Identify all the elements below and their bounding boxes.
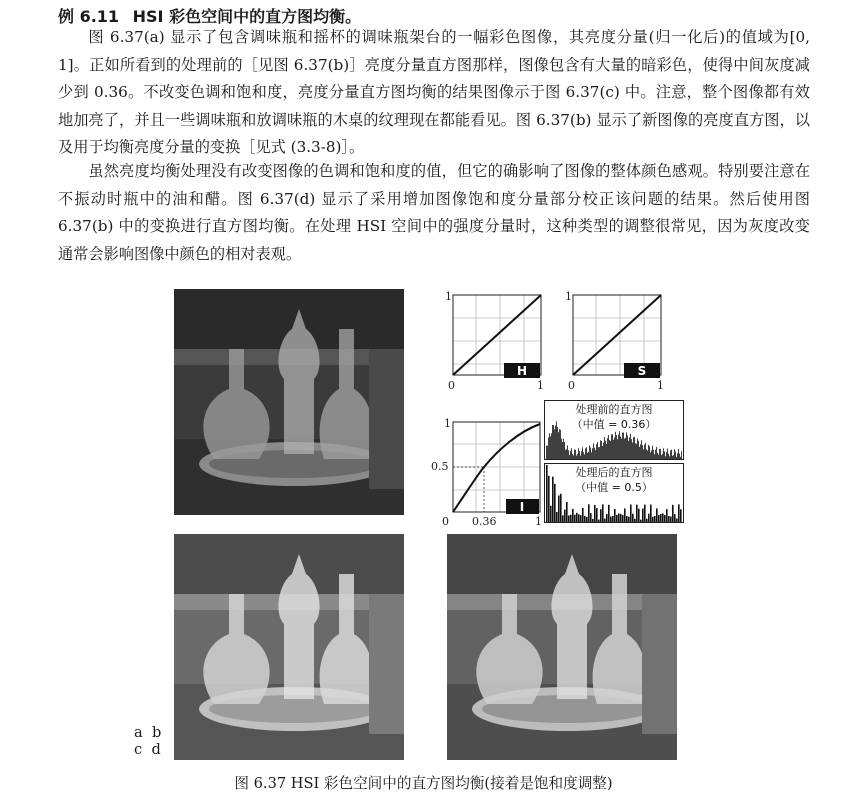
histogram-bin <box>652 446 653 459</box>
transform-plot-intensity <box>428 412 546 530</box>
histogram-bin <box>560 430 561 459</box>
histogram-bin <box>631 439 632 459</box>
histogram-bin <box>642 509 644 522</box>
histogram-bin <box>650 452 651 459</box>
histogram-bin <box>670 451 671 459</box>
histogram-bin <box>680 457 681 459</box>
histogram-bin <box>622 433 623 459</box>
histogram-bin <box>628 441 629 459</box>
histogram-bin <box>649 446 650 459</box>
histogram-bin <box>614 437 615 459</box>
histogram-bin <box>678 504 680 522</box>
histogram-bin <box>647 450 648 459</box>
histogram-bin <box>639 447 640 459</box>
histogram-after-median: （中值 = 0.5） <box>575 481 653 494</box>
histogram-bin <box>604 519 606 522</box>
histogram-bin <box>560 494 562 522</box>
histogram-bin <box>611 434 612 459</box>
histogram-bin <box>610 517 612 522</box>
histogram-bin <box>566 449 567 459</box>
histogram-bin <box>570 451 571 459</box>
histogram-bin <box>656 508 658 522</box>
histogram-bin <box>675 451 676 459</box>
histogram-bin <box>596 444 597 459</box>
histogram-bin <box>654 454 655 459</box>
histogram-bin <box>650 505 652 522</box>
histogram-bin <box>558 496 560 522</box>
histogram-bin <box>584 516 586 522</box>
panel-letters <box>134 724 161 758</box>
histogram-bin <box>567 445 568 459</box>
histogram-bin <box>572 509 574 522</box>
histogram-bin <box>551 433 552 459</box>
histogram-bin <box>590 447 591 459</box>
histogram-bin <box>602 504 604 522</box>
histogram-bin <box>582 447 583 459</box>
histogram-bin <box>554 429 555 459</box>
histogram-bin <box>622 515 624 522</box>
histogram-bin <box>595 450 596 459</box>
histogram-bin <box>662 454 663 459</box>
histogram-bin <box>599 447 600 459</box>
photo-a-original <box>174 289 404 515</box>
histogram-bin <box>658 515 660 522</box>
histogram-bin <box>625 438 626 459</box>
histogram-bin <box>550 506 552 522</box>
histogram-bin <box>674 514 676 522</box>
histogram-bin <box>548 476 550 522</box>
histogram-bin <box>634 437 635 459</box>
histogram-bin <box>550 436 551 459</box>
histogram-bin <box>666 452 667 459</box>
histogram-bin <box>638 509 640 522</box>
panel-letters-row-1: a b <box>134 724 162 741</box>
histogram-before <box>544 400 684 460</box>
transform-plot-hue <box>436 288 546 392</box>
histogram-bin <box>546 446 547 459</box>
histogram-bin <box>585 448 586 459</box>
photo-d-saturation-adjusted <box>447 534 677 760</box>
histogram-bin <box>661 455 662 459</box>
histogram-bin <box>616 435 617 459</box>
histogram-bin <box>664 451 665 459</box>
histogram-bin <box>676 519 678 522</box>
histogram-bin <box>636 505 638 522</box>
histogram-bin <box>556 512 558 522</box>
histogram-bin <box>610 441 611 459</box>
histogram-bin <box>680 509 682 522</box>
histogram-bin <box>589 446 590 459</box>
histogram-bin <box>587 453 588 459</box>
histogram-bin <box>586 447 587 459</box>
histogram-bin <box>660 514 662 522</box>
histogram-bin <box>665 456 666 459</box>
histogram-bin <box>640 444 641 459</box>
histogram-bin <box>583 452 584 459</box>
intensity-x-max: 1 <box>535 515 542 528</box>
histogram-bin <box>654 516 656 522</box>
histogram-bin <box>592 519 594 522</box>
histogram-bin <box>549 433 550 459</box>
histogram-bin <box>660 449 661 459</box>
histogram-bin <box>656 447 657 459</box>
histogram-bin <box>653 450 654 459</box>
histogram-bin <box>606 444 607 459</box>
intensity-x-mid: 0.36 <box>472 515 497 528</box>
histogram-bin <box>626 432 627 459</box>
hue-y-max: 1 <box>445 290 452 303</box>
histogram-bin <box>640 520 642 522</box>
histogram-bin <box>586 517 588 522</box>
histogram-bin <box>678 449 679 459</box>
histogram-bin <box>581 451 582 459</box>
paragraph-2: 虽然亮度均衡处理没有改变图像的色调和饱和度的值，但它的确影响了图像的整体颜色感观。特别要注意在不振动时瓶中的油和醋。图 6.37(d) 显示了采用增加图像饱和度分量部分校正该问题的结果。然后使用图 6.37(b) 中的变换进行直方图均衡。在处理 HSI 空间中的强度分量时，这种类型的调整很常见，因为灰度改变通常会影响图像中颜色的相对表观。 <box>58 162 810 263</box>
histogram-bin <box>642 445 643 459</box>
histogram-bin <box>638 441 639 459</box>
histogram-bin <box>681 451 682 459</box>
histogram-bin <box>605 441 606 459</box>
histogram-bin <box>562 442 563 459</box>
histogram-bin <box>620 437 621 459</box>
saturation-x-min: 0 <box>568 379 575 392</box>
hue-x-max: 1 <box>537 379 544 392</box>
histogram-bin <box>648 514 650 522</box>
histogram-bin <box>608 505 610 522</box>
histogram-bin <box>646 519 648 522</box>
histogram-bin <box>676 457 677 459</box>
histogram-bin <box>547 446 548 459</box>
intensity-transform-curve <box>453 424 540 512</box>
histogram-bin <box>614 509 616 522</box>
histogram-after <box>544 463 684 523</box>
histogram-bin <box>575 450 576 459</box>
histogram-bin <box>590 513 592 522</box>
histogram-bin <box>669 456 670 459</box>
histogram-bin <box>588 452 589 459</box>
histogram-bin <box>635 443 636 459</box>
histogram-bin <box>571 448 572 459</box>
histogram-bin <box>623 432 624 459</box>
histogram-bin <box>652 517 654 522</box>
example-title: HSI 彩色空间中的直方图均衡。 <box>132 7 362 26</box>
histogram-bin <box>594 505 596 522</box>
histogram-bin <box>596 508 598 522</box>
histogram-bin <box>616 515 618 522</box>
histogram-bin <box>644 445 645 459</box>
figure-caption: 图 6.37 HSI 彩色空间中的直方图均衡(接着是饱和度调整) <box>234 775 613 792</box>
histogram-bin <box>672 456 673 459</box>
histogram-bin <box>624 439 625 459</box>
histogram-bin <box>664 515 666 522</box>
histogram-bin <box>579 451 580 459</box>
histogram-bin <box>608 435 609 459</box>
histogram-bin <box>568 516 570 522</box>
histogram-bin <box>662 513 664 522</box>
histogram-bin <box>588 504 590 522</box>
histogram-bin <box>604 437 605 459</box>
histogram-bin <box>670 516 672 522</box>
histogram-bin <box>629 437 630 459</box>
histogram-bin <box>609 440 610 459</box>
histogram-bin <box>552 425 553 459</box>
histogram-bin <box>564 510 566 522</box>
histogram-bin <box>557 427 558 459</box>
histogram-bin <box>580 515 582 522</box>
histogram-bin <box>626 516 628 522</box>
histogram-bin <box>552 477 554 522</box>
histogram-bin <box>645 443 646 459</box>
histogram-bin <box>644 505 646 522</box>
histogram-bin <box>580 456 581 459</box>
histogram-bin <box>592 448 593 459</box>
histogram-bin <box>564 442 565 459</box>
histogram-bin <box>584 454 585 459</box>
histogram-bin <box>598 447 599 459</box>
histogram-bin <box>618 435 619 459</box>
hue-x-min: 0 <box>448 379 455 392</box>
histogram-bin <box>674 449 675 459</box>
histogram-bin <box>651 450 652 459</box>
histogram-bin <box>673 455 674 459</box>
histogram-bin <box>570 515 572 522</box>
histogram-bin <box>556 421 557 459</box>
histogram-bin <box>603 443 604 459</box>
histogram-bin <box>578 514 580 522</box>
histogram-bin <box>646 449 647 459</box>
histogram-after-title: 处理后的直方图 <box>575 466 653 479</box>
histogram-bin <box>593 443 594 459</box>
histogram-bin <box>574 515 576 522</box>
histogram-bin <box>578 448 579 459</box>
histogram-bin <box>666 509 668 522</box>
histogram-bin <box>591 452 592 459</box>
histogram-bin <box>621 438 622 459</box>
photo-c-intensity-equalized <box>174 534 404 760</box>
histogram-bin <box>657 453 658 459</box>
histogram-bin <box>598 520 600 522</box>
histogram-bin <box>663 448 664 459</box>
panel-letters-row-2: c d <box>134 741 161 758</box>
histogram-bin <box>601 441 602 459</box>
histogram-bin <box>597 442 598 459</box>
intensity-y-mid: 0.5 <box>431 460 449 473</box>
histogram-bin <box>637 438 638 459</box>
histogram-bin <box>668 454 669 459</box>
histogram-bin <box>566 502 568 522</box>
histogram-bin <box>594 448 595 459</box>
histogram-bin <box>573 456 574 459</box>
histogram-bin <box>624 508 626 522</box>
histogram-bin <box>569 455 570 459</box>
histogram-bin <box>558 432 559 459</box>
histogram-bin <box>572 454 573 459</box>
histogram-bin <box>554 484 556 522</box>
histogram-bin <box>667 449 668 459</box>
histogram-bin <box>668 516 670 522</box>
histogram-bin <box>553 425 554 459</box>
intensity-y-max: 1 <box>444 417 451 430</box>
histogram-before-title: 处理前的直方图 <box>575 403 653 416</box>
histogram-bin <box>679 454 680 459</box>
histogram-bin <box>577 454 578 459</box>
histogram-bin <box>627 435 628 459</box>
histogram-bin <box>561 439 562 459</box>
histogram-bin <box>602 446 603 459</box>
example-number: 例 6.11 <box>58 7 120 26</box>
histogram-bin <box>607 438 608 459</box>
histogram-bin <box>568 450 569 459</box>
histogram-bin <box>634 519 636 522</box>
histogram-bin <box>636 444 637 459</box>
histogram-bin <box>658 455 659 459</box>
histogram-bin <box>576 513 578 522</box>
transform-plot-saturation <box>556 288 666 392</box>
histogram-bin <box>582 508 584 522</box>
histogram-bin <box>677 453 678 459</box>
histogram-bin <box>559 429 560 459</box>
histogram-bin <box>576 456 577 459</box>
histogram-bin <box>671 450 672 459</box>
histogram-bin <box>643 449 644 459</box>
histogram-bin <box>633 437 634 459</box>
histogram-bin <box>562 515 564 522</box>
paragraph-1: 图 6.37(a) 显示了包含调味瓶和摇杯的调味瓶架台的一幅彩色图像，其亮度分量(归一化后)的值域为[0, 1]。正如所看到的处理前的［见图 6.37(b)］亮度分量直方图那样，图像包含有大量的暗彩色，使得中间灰度减少到 0.36。不改变色调和饱和度，亮度分量直方图均衡的结果图像示于图 6.37(c) 中。注意，整个图像都有效地加亮了，并且一些调味瓶和放调味瓶的木桌的纹理现在都能看见。图 6.37(b) 显示了新图像的亮度直方图，以及用于均衡亮度分量的变换［见式 (3.3-8)］。 <box>58 28 810 157</box>
histogram-bin <box>574 450 575 459</box>
histogram-bin <box>612 434 613 459</box>
histogram-bin <box>632 514 634 522</box>
histogram-bin <box>648 445 649 459</box>
histogram-bin <box>612 516 614 522</box>
histogram-before-median: （中值 = 0.36） <box>571 418 657 431</box>
saturation-badge: S <box>637 364 647 378</box>
histogram-bin <box>565 450 566 459</box>
histogram-bin <box>659 449 660 459</box>
histogram-bin <box>555 426 556 459</box>
histogram-bin <box>655 450 656 459</box>
histogram-bin <box>615 432 616 459</box>
intensity-badge: I <box>519 500 525 514</box>
histogram-bin <box>641 440 642 459</box>
histogram-bin <box>617 439 618 459</box>
histogram-bin <box>630 505 632 522</box>
histogram-bin <box>672 505 674 522</box>
histogram-bin <box>606 514 608 522</box>
histogram-bin <box>620 514 622 522</box>
histogram-bin <box>632 443 633 459</box>
hue-badge: H <box>516 364 528 378</box>
histogram-bin <box>630 434 631 459</box>
histogram-bin <box>548 437 549 459</box>
histogram-bin <box>628 517 630 522</box>
saturation-y-max: 1 <box>565 290 572 303</box>
histogram-bin <box>613 440 614 459</box>
histogram-bin <box>600 509 602 522</box>
histogram-bin <box>546 465 548 522</box>
histogram-bin <box>618 514 620 522</box>
histogram-bin <box>600 440 601 459</box>
saturation-x-max: 1 <box>657 379 664 392</box>
intensity-x-min: 0 <box>442 515 449 528</box>
histogram-bin <box>619 431 620 459</box>
histogram-bin <box>563 439 564 459</box>
